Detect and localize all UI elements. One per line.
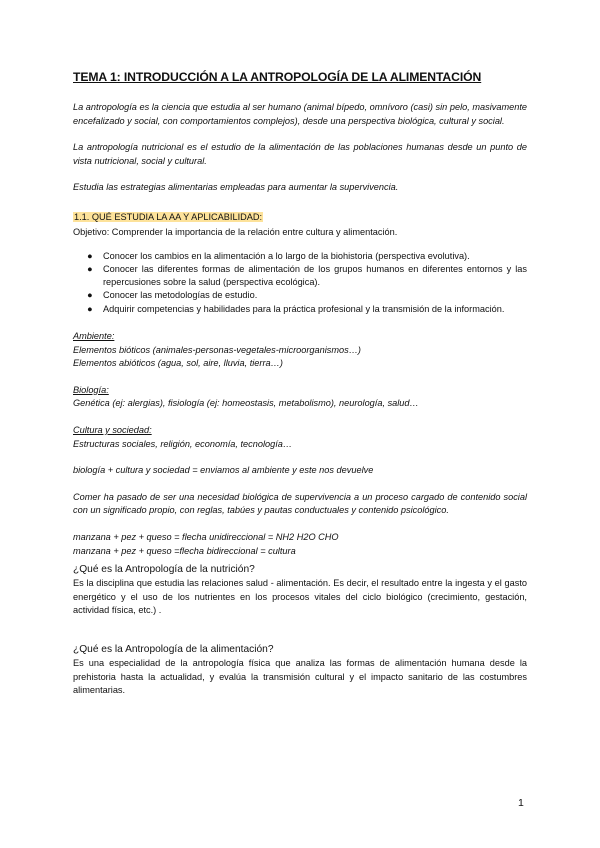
formula-1: manzana + pez + queso = flecha unidireccional = NH2 H2O CHO	[73, 531, 339, 542]
cultura-label: Cultura y sociedad:	[73, 425, 152, 436]
relation-text: biología + cultura y sociedad = enviamos al ambiente y este nos devuelve	[73, 465, 374, 476]
cultura-line: Estructuras sociales, religión, economía, tecnología…	[73, 438, 293, 449]
intro-paragraph-2: La antropología nutricional es el estudio de la alimentación de las poblaciones humanas desde un punto de vista nutricional, social y cultural.	[73, 142, 527, 166]
ambiente-label: Ambiente:	[73, 331, 115, 342]
bullet-text: Conocer los cambios en la alimentación a lo largo de la biohistoria (perspectiva evolutiva).	[103, 250, 470, 261]
question-nutricion: ¿Qué es la Antropología de la nutrición?	[73, 564, 255, 576]
bullet-text: Conocer las diferentes formas de alimentación de los grupos humanos en diferentes entornos y las repercusiones sobre la salud (perspectiva ecológica).	[103, 263, 527, 288]
bullet-icon: ●	[87, 263, 93, 274]
comer-paragraph: Comer ha pasado de ser una necesidad biológica de supervivencia a un proceso cargado de contenido social con un significado propio, con reglas, tabúes y pautas conductuales y contenido psicológico.	[73, 491, 527, 516]
bullet-text: Conocer las metodologías de estudio.	[103, 290, 258, 301]
list-item	[87, 289, 527, 302]
bullet-text: Adquirir competencias y habilidades para la práctica profesional y la transmisión de la información.	[103, 303, 505, 314]
section-heading: 1.1. QUÉ ESTUDIA LA AA Y APLICABILIDAD:	[74, 211, 263, 222]
ambiente-line-1: Elementos bióticos (animales-personas-vegetales-microorganismos…)	[73, 344, 361, 355]
page-title: TEMA 1: INTRODUCCIÓN A LA ANTROPOLOGÍA DE LA ALIMENTACIÓN	[73, 70, 482, 84]
list-item	[87, 263, 527, 290]
document-page	[73, 70, 527, 698]
intro-paragraph-1: La antropología es la ciencia que estudia al ser humano (animal bípedo, omnívoro (casi) sin pelo, masivamente encefalizado y social, con comportamientos complejos), desde una perspectiva biológica, cultural y social.	[73, 102, 527, 126]
formula-2: manzana + pez + queso =flecha bidireccional = cultura	[73, 545, 296, 556]
objective-text: Objetivo: Comprender la importancia de la relación entre cultura y alimentación.	[73, 226, 398, 237]
page-number: 1	[518, 797, 524, 809]
list-item	[87, 303, 527, 316]
biologia-label: Biología:	[73, 384, 109, 395]
section-heading-wrapper	[73, 207, 527, 225]
bullet-icon: ●	[87, 290, 93, 301]
answer-nutricion: Es la disciplina que estudia las relaciones salud - alimentación. Es decir, el resultado entre la ingesta y el gasto energético y el uso de los nutrientes en los procesos vitales del ciclo biológico (crecimiento, gestación, actividad física, etc.) .	[73, 578, 527, 616]
biologia-line: Genética (ej: alergias), fisiología (ej: homeostasis, metabolismo), neurología, salud…	[73, 398, 419, 409]
list-item	[87, 250, 527, 263]
intro-paragraph-3: Estudia las estrategias alimentarias empleadas para aumentar la supervivencia.	[73, 182, 399, 193]
objectives-list	[73, 250, 527, 316]
answer-alimentacion: Es una especialidad de la antropología física que analiza las formas de alimentación humana desde la prehistoria hasta la actualidad, y evalúa la transmisión cultural y el impacto sanitario de las costumbres alimentarias.	[73, 657, 527, 696]
bullet-icon: ●	[87, 250, 93, 261]
ambiente-line-2: Elementos abióticos (agua, sol, aire, lluvia, tierra…)	[73, 358, 283, 369]
bullet-icon: ●	[87, 303, 93, 314]
question-alimentacion: ¿Qué es la Antropología de la alimentación?	[73, 643, 274, 655]
